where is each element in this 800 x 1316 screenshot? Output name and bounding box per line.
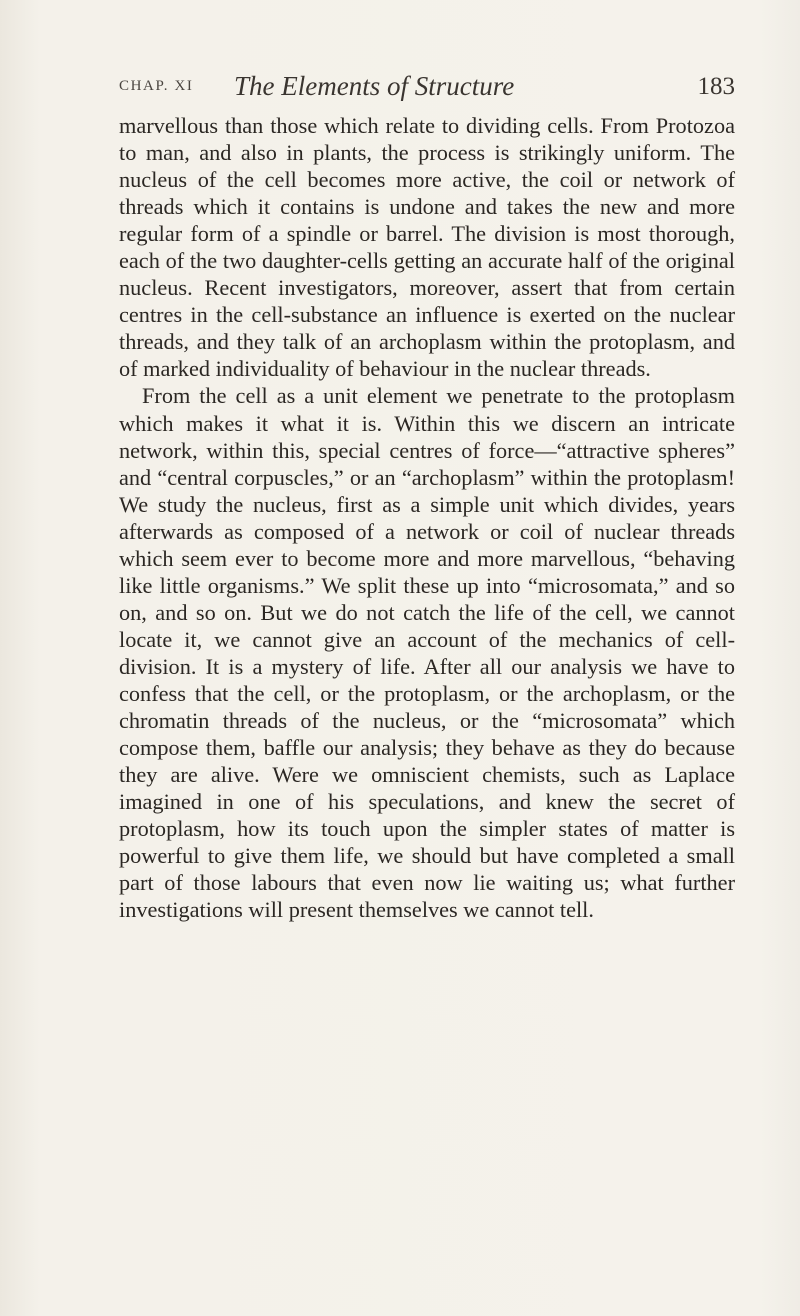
paragraph: marvellous than those which relate to dividing cells. From Protozoa to man, and also in plants, the process is strikingly uniform. The nucleus of the cell becomes more active, the coil or network of threads which it contains is undone and takes the new and more regular form of a spindle or barrel. The division is most thorough, each of the two daughter-cells getting an accurate half of the original nucleus. Recent investigators, moreover, assert that from certain centres in the cell-substance an influence is exerted on the nuclear threads, and they talk of an archoplasm within the protoplasm, and of marked individuality of behaviour in the nuclear threads.: [119, 113, 735, 382]
chapter-label: CHAP. XI: [119, 78, 194, 94]
body-text: [119, 112, 735, 923]
page-number: 183: [697, 73, 735, 100]
running-title: The Elements of Structure: [234, 71, 515, 101]
running-head: [119, 71, 735, 104]
paragraph: From the cell as a unit element we penetrate to the protoplasm which makes it what it is. Within this we discern an intricate network, within this, special centres of force—“attractive spheres” and “central corpuscles,” or an “archoplasm” within the protoplasm! We study the nucleus, first as a simple unit which divides, years afterwards as composed of a network or coil of nuclear threads which seem ever to become more and more marvellous, “behaving like little organisms.” We split these up into “microsomata,” and so on, and so on. But we do not catch the life of the cell, we cannot locate it, we cannot give an account of the mechanics of cell-division. It is a mystery of life. After all our analysis we have to confess that the cell, or the protoplasm, or the archoplasm, or the chromatin threads of the nucleus, or the “microsomata” which compose them, baffle our analysis; they behave as they do because they are alive. Were we omniscient chemists, such as Laplace imagined in one of his speculations, and knew the secret of protoplasm, how its touch upon the simpler states of matter is powerful to give them life, we should but have completed a small part of those labours that even now lie waiting us; what further investigations will present themselves we cannot tell.: [119, 383, 735, 923]
